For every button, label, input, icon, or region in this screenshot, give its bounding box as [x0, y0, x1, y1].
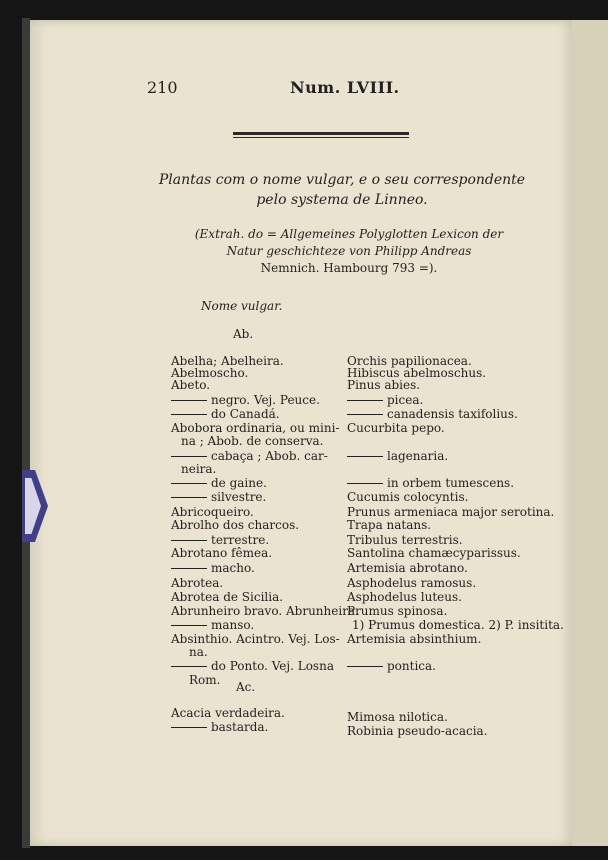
list-item: na.: [189, 645, 208, 659]
ditto-dash: [171, 568, 207, 569]
list-item: Abrolho dos charcos.: [171, 518, 300, 532]
ditto-dash: [171, 483, 207, 484]
list-item-text: cabaça ; Abob. car-: [211, 449, 328, 463]
list-item: Abeto.: [171, 378, 211, 392]
list-item: Abrotea de Sicilia.: [171, 590, 284, 604]
title-line: Plantas com o nome vulgar, e o seu correspondente: [158, 172, 526, 188]
list-item: [171, 659, 334, 673]
list-item: Hibiscus abelmoschus.: [347, 366, 487, 380]
source-line: Natur geschichteze von Philipp Andreas: [226, 244, 472, 258]
list-item-text: picea.: [387, 393, 424, 407]
ditto-dash: [171, 625, 207, 626]
ditto-dash: [347, 456, 383, 457]
list-item: Artemisia abrotano.: [347, 561, 468, 575]
source-line: Nemnich. Hambourg 793 =).: [260, 261, 438, 275]
list-item: Cucurbita pepo.: [347, 421, 445, 435]
list-item: 1) Prumus domestica. 2) P. insitita.: [352, 618, 564, 632]
list-item: [171, 533, 269, 547]
list-item: Artemisia absinthium.: [347, 632, 482, 646]
list-item: [171, 618, 254, 632]
list-item: [347, 407, 518, 421]
list-item-text: lagenaria.: [387, 449, 449, 463]
ditto-dash: [171, 497, 207, 498]
ditto-dash: [347, 414, 383, 415]
list-item: Cucumis colocyntis.: [347, 490, 469, 504]
adjacent-page-edge: [570, 20, 608, 846]
list-item: Santolina chamæcyparissus.: [347, 546, 521, 560]
section-heading-ac: Ac.: [236, 680, 256, 694]
list-item: Asphodelus ramosus.: [347, 576, 477, 590]
list-item: Mimosa nilotica.: [347, 710, 448, 724]
ditto-dash: [171, 540, 207, 541]
ditto-dash: [171, 456, 207, 457]
list-item-text: de gaine.: [211, 476, 267, 490]
list-item: Abobora ordinaria, ou mini-: [171, 421, 340, 435]
list-item: Rom.: [189, 673, 221, 687]
list-item: Asphodelus luteus.: [347, 590, 462, 604]
ditto-dash: [171, 400, 207, 401]
list-item: Prumus spinosa.: [347, 604, 448, 618]
list-item: Trapa natans.: [347, 518, 432, 532]
list-item: [347, 659, 436, 673]
title-line: pelo systema de Linneo.: [256, 192, 428, 208]
ditto-dash: [347, 483, 383, 484]
list-item-text: pontica.: [387, 659, 436, 673]
list-item: Abrunheiro bravo. Abrunheira.: [171, 604, 359, 618]
list-item: Tribulus terrestris.: [347, 533, 463, 547]
list-item: Abrotea.: [171, 576, 224, 590]
list-item-text: canadensis taxifolius.: [387, 407, 518, 421]
list-item: Pinus abies.: [347, 378, 421, 392]
section-heading-ab: Ab.: [233, 327, 254, 341]
list-item-text: silvestre.: [211, 490, 267, 504]
ditto-dash: [171, 414, 207, 415]
list-item: neira.: [181, 462, 217, 476]
page-header: [147, 78, 567, 102]
double-rule-top: [233, 132, 409, 135]
list-item-text: manso.: [211, 618, 255, 632]
list-item: [347, 476, 514, 490]
list-item: Abelmoscho.: [171, 366, 249, 380]
list-item: [171, 407, 280, 421]
list-item: Prunus armeniaca major serotina.: [347, 505, 555, 519]
ditto-dash: [171, 666, 207, 667]
article-title: [150, 170, 534, 210]
list-item: Orchis papilionacea.: [347, 354, 472, 368]
source-line: (Extrah. do = Allgemeines Polyglotten Lexicon der: [194, 227, 504, 241]
ditto-dash: [347, 666, 383, 667]
list-item: [171, 490, 266, 504]
list-item: [171, 476, 267, 490]
page-number: 210: [147, 78, 178, 97]
list-item-text: negro. Vej. Peuce.: [211, 393, 320, 407]
list-item: na ; Abob. de conserva.: [181, 434, 324, 448]
list-item-text: in orbem tumescens.: [387, 476, 515, 490]
list-item-text: terrestre.: [211, 533, 270, 547]
double-rule-bottom: [233, 137, 409, 138]
list-item: Absinthio. Acintro. Vej. Los-: [171, 632, 340, 646]
list-item: Robinia pseudo-acacia.: [347, 724, 488, 738]
ditto-dash: [171, 727, 207, 728]
list-item: [171, 393, 320, 407]
page-heading: Num. LVIII.: [290, 78, 400, 97]
list-item: Abrotano fêmea.: [171, 546, 273, 560]
book-spine-edge: [22, 18, 30, 848]
list-item: [171, 720, 268, 734]
list-item: Abricoqueiro.: [171, 505, 254, 519]
list-item-text: macho.: [211, 561, 255, 575]
list-item: [171, 449, 328, 463]
source-citation: [186, 226, 512, 277]
list-item-text: do Ponto. Vej. Losna: [211, 659, 334, 673]
list-item: [347, 449, 448, 463]
column-heading: Nome vulgar.: [201, 299, 283, 313]
list-item: Abelha; Abelheira.: [171, 354, 284, 368]
list-item: [171, 561, 255, 575]
list-item: [347, 393, 423, 407]
list-item-text: do Canadá.: [211, 407, 280, 421]
list-item-text: bastarda.: [211, 720, 269, 734]
list-item: Acacia verdadeira.: [171, 706, 285, 720]
ditto-dash: [347, 400, 383, 401]
